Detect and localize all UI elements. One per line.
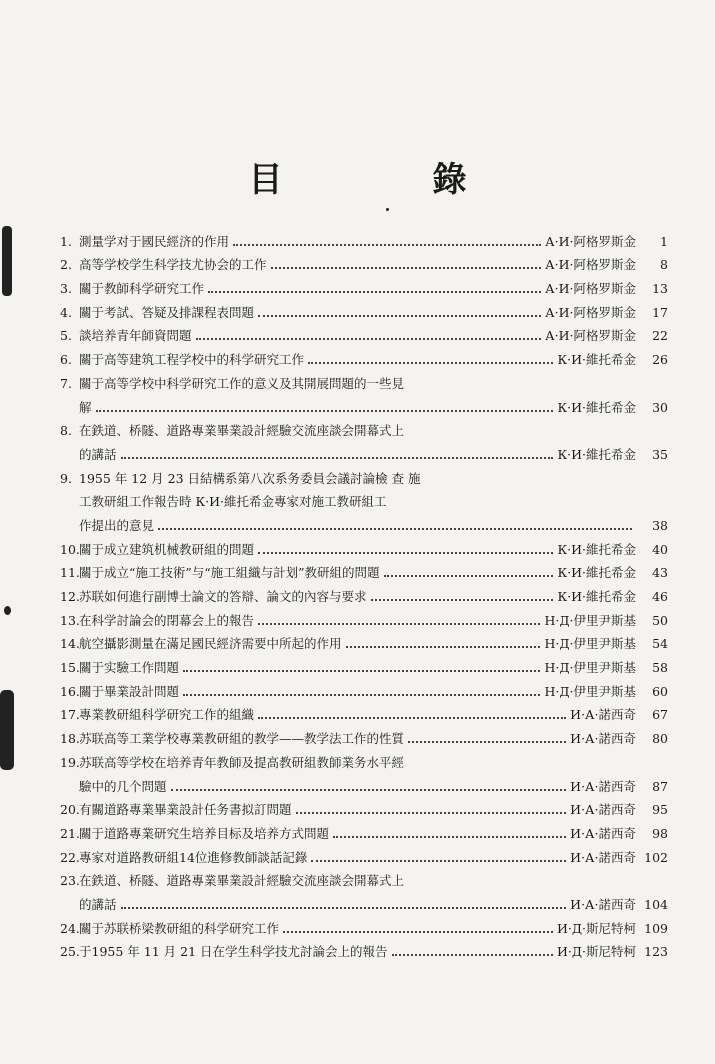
dot-leader bbox=[158, 528, 632, 530]
entry-author: И·А·諾西奇 bbox=[570, 802, 636, 818]
entry-page-number: 123 bbox=[644, 944, 668, 960]
entry-number: 6. bbox=[60, 352, 72, 368]
entry-title: 測量学对于國民經济的作用 bbox=[79, 233, 230, 249]
entry-number: 18. bbox=[60, 731, 80, 747]
toc-entry bbox=[60, 629, 668, 653]
toc-entry-line bbox=[60, 818, 668, 842]
dot-leader bbox=[258, 552, 553, 554]
entry-page-number: 95 bbox=[652, 802, 668, 818]
toc-entry-line bbox=[60, 463, 668, 487]
entry-number: 17. bbox=[60, 707, 80, 723]
entry-title: 關于苏联桥梁教研組的科学研究工作 bbox=[79, 920, 280, 936]
entry-page-number: 67 bbox=[652, 707, 668, 723]
entry-title: 關于教師科学研究工作 bbox=[79, 281, 205, 297]
entry-author: К·И·維托希金 bbox=[557, 541, 636, 557]
entry-title: 關于实驗工作問題 bbox=[79, 660, 180, 676]
entry-title: 關于道路專業研究生培养目标及培养方式問題 bbox=[79, 825, 330, 841]
entry-author: А·И·阿格罗斯金 bbox=[545, 304, 636, 320]
entry-number: 11. bbox=[60, 565, 80, 581]
entry-number: 25. bbox=[60, 944, 80, 960]
entry-title: 驗中的几个問題 bbox=[79, 778, 167, 794]
entry-title: 專業教研組科学研究工作的組織 bbox=[79, 707, 255, 723]
entry-number: 23. bbox=[60, 873, 80, 889]
dot-leader bbox=[196, 338, 542, 340]
dot-leader bbox=[258, 717, 566, 719]
entry-number: 2. bbox=[60, 257, 72, 273]
entry-number: 3. bbox=[60, 281, 72, 297]
entry-number: 21. bbox=[60, 825, 80, 841]
dot-leader bbox=[271, 267, 542, 269]
scan-speck bbox=[4, 606, 11, 615]
toc-entry-line bbox=[60, 795, 668, 819]
toc-entry-line bbox=[60, 842, 668, 866]
toc-entry-line bbox=[60, 937, 668, 961]
entry-title: 解 bbox=[79, 399, 92, 415]
entry-page-number: 22 bbox=[652, 328, 668, 344]
dot-leader bbox=[333, 836, 566, 838]
entry-page-number: 46 bbox=[652, 589, 668, 604]
dot-leader bbox=[121, 457, 554, 459]
entry-number: 7. bbox=[60, 375, 72, 391]
entry-title: 高等学校学生科学技尤协会的工作 bbox=[79, 257, 267, 273]
toc-entry-line bbox=[60, 747, 668, 771]
toc-entry-line bbox=[60, 273, 668, 297]
toc-entry bbox=[60, 937, 668, 961]
entry-number: 14. bbox=[60, 636, 80, 652]
entry-number: 22. bbox=[60, 849, 80, 865]
toc-entry-line bbox=[60, 487, 668, 511]
entry-page-number: 1 bbox=[660, 233, 668, 249]
entry-page-number: 104 bbox=[644, 896, 668, 912]
dot-leader bbox=[208, 291, 541, 293]
toc-entry bbox=[60, 605, 668, 629]
toc-entry bbox=[60, 321, 668, 345]
entry-number: 16. bbox=[60, 683, 80, 699]
dot-leader bbox=[371, 599, 554, 601]
entry-title: 關于成立“施工技術”与“施工組織与計划”教研組的問題 bbox=[79, 565, 380, 581]
dot-leader bbox=[392, 954, 553, 956]
entry-page-number: 58 bbox=[652, 660, 668, 676]
entry-page-number: 40 bbox=[652, 541, 668, 557]
entry-number: 8. bbox=[60, 423, 72, 439]
toc-entry bbox=[60, 676, 668, 700]
entry-title: 苏联高等学校在培养青年教師及提高教研組教師業务水平經 bbox=[79, 754, 405, 770]
entry-page-number: 38 bbox=[652, 517, 668, 533]
toc-entry bbox=[60, 250, 668, 274]
entry-title: 苏联高等工業学校專業教研組的教学——教学法工作的性質 bbox=[79, 731, 405, 747]
entry-author: И·А·諾西奇 bbox=[570, 731, 636, 747]
entry-number: 4. bbox=[60, 304, 72, 320]
entry-author: И·А·諾西奇 bbox=[570, 825, 636, 841]
entry-title: 于1955 年 11 月 21 日在学生科学技尤討論会上的報告 bbox=[79, 944, 388, 960]
entry-page-number: 87 bbox=[652, 778, 668, 794]
entry-title: 1955 年 12 月 23 日結構系第八次系务委員会議討論檢 查 施 bbox=[79, 470, 421, 486]
scan-speck bbox=[2, 226, 12, 296]
dot-leader bbox=[171, 789, 567, 791]
dot-leader bbox=[346, 646, 541, 648]
toc-entry bbox=[60, 795, 668, 819]
dot-leader bbox=[96, 410, 554, 412]
entry-number: 1. bbox=[60, 233, 72, 249]
entry-author: Н·Д·伊里尹斯基 bbox=[544, 660, 636, 676]
entry-page-number: 43 bbox=[652, 565, 668, 581]
entry-title: 的講話 bbox=[79, 896, 117, 912]
toc-entry-line bbox=[60, 652, 668, 676]
entry-title: 苏联如何進行副博士論文的答辯、論文的內容与要求 bbox=[79, 589, 367, 604]
dot-leader bbox=[258, 623, 540, 625]
toc-entry-line bbox=[60, 629, 668, 653]
toc-entry-line bbox=[60, 605, 668, 629]
entry-author: К·И·維托希金 bbox=[557, 565, 636, 581]
dot-leader bbox=[233, 244, 541, 246]
entry-page-number: 98 bbox=[652, 825, 668, 841]
entry-title: 航空攝影測量在滿足國民經济需要中所起的作用 bbox=[79, 636, 342, 652]
toc-entry bbox=[60, 558, 668, 582]
toc-entry-line bbox=[60, 321, 668, 345]
entry-title: 在鉄道、桥隧、道路專業畢業設計經驗交流座談会開幕式上 bbox=[79, 873, 405, 889]
entry-author: И·А·諾西奇 bbox=[570, 849, 636, 865]
entry-page-number: 80 bbox=[652, 731, 668, 747]
entry-page-number: 50 bbox=[652, 612, 668, 628]
toc-entry-line bbox=[60, 439, 668, 463]
entry-title: 專家对道路教研組14位進修教師談話記錄 bbox=[79, 849, 308, 865]
entry-author: И·Д·斯尼特柯 bbox=[556, 944, 636, 960]
toc-entry-line bbox=[60, 889, 668, 913]
entry-title: 作提出的意見 bbox=[79, 517, 155, 533]
toc-entry bbox=[60, 416, 668, 463]
entry-author: А·И·阿格罗斯金 bbox=[545, 328, 636, 344]
toc-entry-line bbox=[60, 581, 668, 605]
page-title: 目 錄 bbox=[248, 160, 525, 200]
entry-author: И·А·諾西奇 bbox=[570, 778, 636, 794]
toc-entry-line bbox=[60, 344, 668, 368]
entry-author: К·И·維托希金 bbox=[557, 399, 636, 415]
dot-leader bbox=[183, 670, 540, 672]
toc-entry-line bbox=[60, 297, 668, 321]
entry-page-number: 30 bbox=[652, 399, 668, 415]
entry-title: 關于考試、答疑及排課程表問題 bbox=[79, 304, 255, 320]
dot-leader bbox=[408, 741, 566, 743]
toc-entry bbox=[60, 368, 668, 415]
toc-entry bbox=[60, 344, 668, 368]
entry-author: А·И·阿格罗斯金 bbox=[545, 257, 636, 273]
entry-page-number: 102 bbox=[644, 849, 668, 865]
toc-entry-line bbox=[60, 558, 668, 582]
toc-entry bbox=[60, 747, 668, 794]
dot-leader bbox=[311, 860, 566, 862]
toc-entry-line bbox=[60, 226, 668, 250]
entry-page-number: 54 bbox=[652, 636, 668, 652]
entry-author: И·А·諾西奇 bbox=[570, 707, 636, 723]
entry-page-number: 26 bbox=[652, 352, 668, 368]
entry-page-number: 8 bbox=[660, 257, 668, 273]
toc-entry bbox=[60, 866, 668, 913]
toc-entry bbox=[60, 463, 668, 534]
dot-leader bbox=[121, 907, 567, 909]
entry-number: 15. bbox=[60, 660, 80, 676]
entry-number: 24. bbox=[60, 920, 80, 936]
toc-entry bbox=[60, 818, 668, 842]
entry-author: А·И·阿格罗斯金 bbox=[545, 281, 636, 297]
entry-title: 有關道路專業畢業設計任务書拟訂問題 bbox=[79, 802, 292, 818]
toc-entry bbox=[60, 842, 668, 866]
entry-title: 關于成立建筑机械教研組的問題 bbox=[79, 541, 255, 557]
entry-number: 20. bbox=[60, 802, 80, 818]
toc-entry bbox=[60, 297, 668, 321]
toc-entry-line bbox=[60, 700, 668, 724]
entry-number: 10. bbox=[60, 541, 80, 557]
entry-author: Н·Д·伊里尹斯基 bbox=[544, 636, 636, 652]
entry-number: 5. bbox=[60, 328, 72, 344]
dot-leader bbox=[384, 575, 554, 577]
entry-number: 19. bbox=[60, 754, 80, 770]
entry-page-number: 13 bbox=[652, 281, 668, 297]
toc-entry bbox=[60, 913, 668, 937]
entry-title: 談培养青年師資問題 bbox=[79, 328, 192, 344]
entry-author: Н·Д·伊里尹斯基 bbox=[544, 683, 636, 699]
toc-entry-line bbox=[60, 534, 668, 558]
toc-entry bbox=[60, 652, 668, 676]
toc-entry-line bbox=[60, 913, 668, 937]
entry-title: 關于畢業設計問題 bbox=[79, 683, 180, 699]
scan-speck bbox=[0, 690, 14, 770]
toc-entry-line bbox=[60, 866, 668, 890]
entry-title: 在科学討論会的閉幕会上的報告 bbox=[79, 612, 255, 628]
dot-leader bbox=[183, 694, 540, 696]
toc-entry bbox=[60, 534, 668, 558]
entry-number: 9. bbox=[60, 470, 72, 486]
toc-entry-line bbox=[60, 250, 668, 274]
entry-author: К·И·維托希金 bbox=[557, 589, 636, 604]
toc-entry-line bbox=[60, 392, 668, 416]
entry-page-number: 60 bbox=[652, 683, 668, 699]
toc-entry-line bbox=[60, 771, 668, 795]
toc-entry-line bbox=[60, 723, 668, 747]
entry-author: А·И·阿格罗斯金 bbox=[545, 233, 636, 249]
dot-leader bbox=[258, 315, 541, 317]
entry-page-number: 17 bbox=[652, 304, 668, 320]
scan-speck bbox=[386, 208, 389, 211]
entry-title: 的講話 bbox=[79, 446, 117, 462]
entry-page-number: 35 bbox=[652, 446, 668, 462]
toc-entry-line bbox=[60, 676, 668, 700]
entry-number: 13. bbox=[60, 612, 80, 628]
entry-title: 關于高等学校中科学研究工作的意义及其開展問題的一些見 bbox=[79, 375, 405, 391]
entry-title: 在鉄道、桥隧、道路專業畢業設計經驗交流座談会開幕式上 bbox=[79, 423, 405, 439]
toc-entry-line bbox=[60, 368, 668, 392]
entry-author: К·И·維托希金 bbox=[557, 352, 636, 368]
dot-leader bbox=[308, 362, 553, 364]
toc-entry bbox=[60, 226, 668, 250]
dot-leader bbox=[283, 931, 553, 933]
entry-number: 12. bbox=[60, 589, 80, 604]
toc-entry-line bbox=[60, 416, 668, 440]
dot-leader bbox=[296, 812, 567, 814]
toc-entry-line bbox=[60, 510, 668, 534]
entry-author: Н·Д·伊里尹斯基 bbox=[544, 612, 636, 628]
toc-entry bbox=[60, 581, 668, 605]
entry-author: И·А·諾西奇 bbox=[570, 896, 636, 912]
entry-author: К·И·維托希金 bbox=[557, 446, 636, 462]
entry-author: И·Д·斯尼特柯 bbox=[556, 920, 636, 936]
entry-title: 關于高等建筑工程学校中的科学研究工作 bbox=[79, 352, 305, 368]
toc-entry bbox=[60, 700, 668, 724]
toc-entry bbox=[60, 723, 668, 747]
entry-title: 工教研組工作報告時 К·И·維托希金專家对施工教研組工 bbox=[79, 494, 387, 510]
toc-entry bbox=[60, 273, 668, 297]
table-of-contents bbox=[60, 226, 668, 960]
entry-page-number: 109 bbox=[644, 920, 668, 936]
